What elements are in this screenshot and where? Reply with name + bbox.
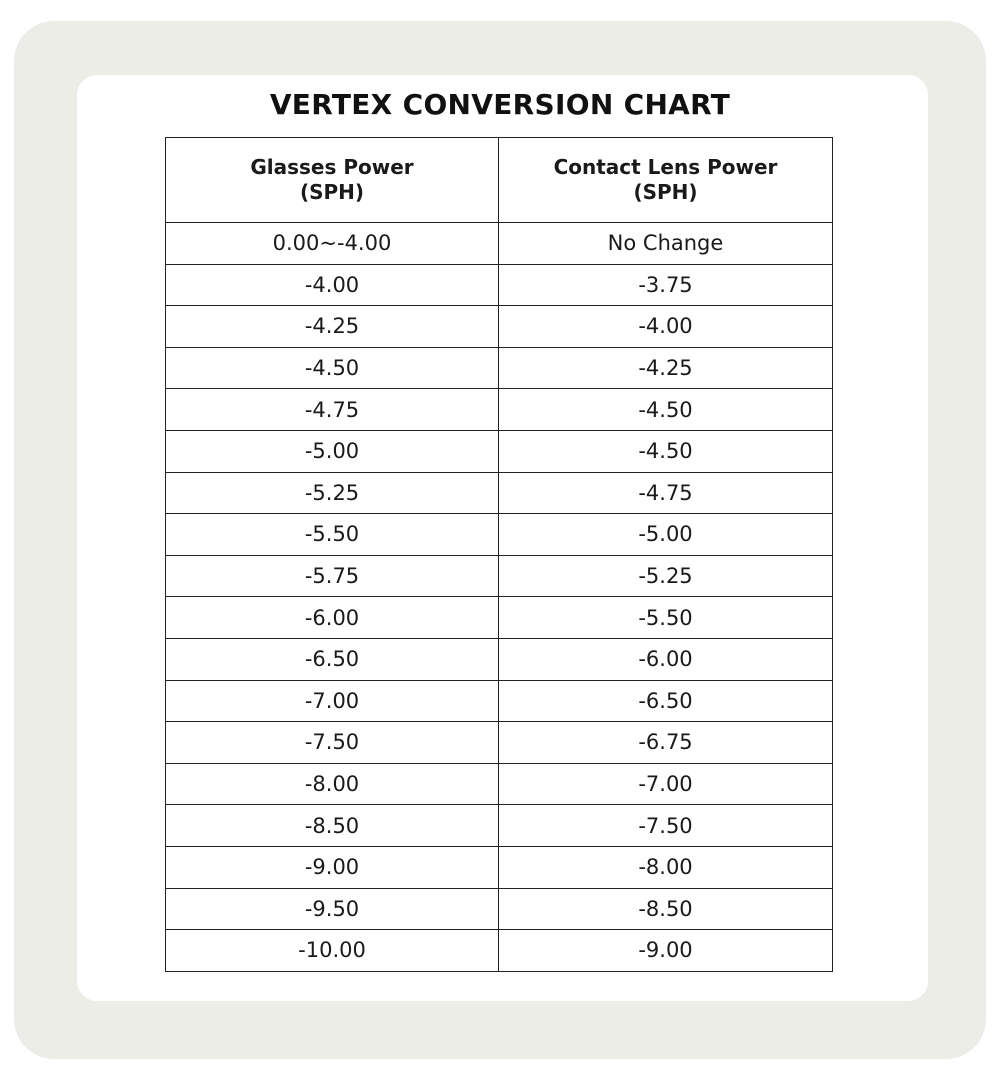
table-row (166, 430, 833, 472)
table-body (166, 223, 833, 972)
glasses-power-cell: -9.00 (166, 846, 499, 888)
chart-title: VERTEX CONVERSION CHART (269, 88, 731, 121)
glasses-power-cell: -9.50 (166, 888, 499, 930)
table-row (166, 722, 833, 764)
table-row (166, 763, 833, 805)
glasses-power-header-label: Glasses Power (250, 155, 414, 179)
glasses-power-cell: -4.75 (166, 389, 499, 431)
contact-lens-power-cell: -7.50 (499, 805, 833, 847)
table-row (166, 472, 833, 514)
contact-lens-power-cell: -5.50 (499, 597, 833, 639)
contact-lens-power-cell: -4.75 (499, 472, 833, 514)
contact-lens-power-header-label: Contact Lens Power (553, 155, 778, 179)
contact-lens-power-header-unit: (SPH) (633, 180, 698, 204)
table-row (166, 805, 833, 847)
contact-lens-power-cell: -4.00 (499, 306, 833, 348)
contact-lens-power-cell: -4.25 (499, 347, 833, 389)
table-row (166, 846, 833, 888)
glasses-power-cell: -6.00 (166, 597, 499, 639)
contact-lens-power-cell: -6.00 (499, 638, 833, 680)
contact-lens-power-cell: -8.00 (499, 846, 833, 888)
glasses-power-cell: -7.50 (166, 722, 499, 764)
table-row (166, 514, 833, 556)
table-row (166, 638, 833, 680)
contact-lens-power-cell: -9.00 (499, 930, 833, 972)
glasses-power-cell: -5.50 (166, 514, 499, 556)
glasses-power-cell: -8.50 (166, 805, 499, 847)
contact-lens-power-cell: -5.25 (499, 555, 833, 597)
contact-lens-power-cell: -4.50 (499, 430, 833, 472)
table-row (166, 264, 833, 306)
glasses-power-header-unit: (SPH) (299, 180, 365, 204)
glasses-power-cell: -6.50 (166, 638, 499, 680)
glasses-power-cell: -4.00 (166, 264, 499, 306)
glasses-power-cell: -10.00 (166, 930, 499, 972)
glasses-power-cell: -7.00 (166, 680, 499, 722)
table-row (166, 680, 833, 722)
contact-lens-power-cell: -6.50 (499, 680, 833, 722)
table-row (166, 597, 833, 639)
contact-lens-power-cell: -7.00 (499, 763, 833, 805)
table-row (166, 306, 833, 348)
table-header-row (166, 138, 833, 223)
glasses-power-cell: -5.25 (166, 472, 499, 514)
contact-lens-power-cell: -6.75 (499, 722, 833, 764)
glasses-power-cell: -5.00 (166, 430, 499, 472)
glasses-power-cell: 0.00~-4.00 (166, 223, 499, 265)
glasses-power-cell: -8.00 (166, 763, 499, 805)
glasses-power-cell: -4.25 (166, 306, 499, 348)
glasses-power-cell: -5.75 (166, 555, 499, 597)
table-row (166, 555, 833, 597)
table-row (166, 347, 833, 389)
table-row (166, 930, 833, 972)
table-row (166, 223, 833, 265)
glasses-power-header (166, 138, 499, 223)
table-row (166, 888, 833, 930)
contact-lens-power-header (499, 138, 833, 223)
contact-lens-power-cell: -8.50 (499, 888, 833, 930)
table-row (166, 389, 833, 431)
vertex-conversion-table (165, 137, 833, 972)
contact-lens-power-cell: -3.75 (499, 264, 833, 306)
contact-lens-power-cell: No Change (499, 223, 833, 265)
contact-lens-power-cell: -5.00 (499, 514, 833, 556)
contact-lens-power-cell: -4.50 (499, 389, 833, 431)
glasses-power-cell: -4.50 (166, 347, 499, 389)
